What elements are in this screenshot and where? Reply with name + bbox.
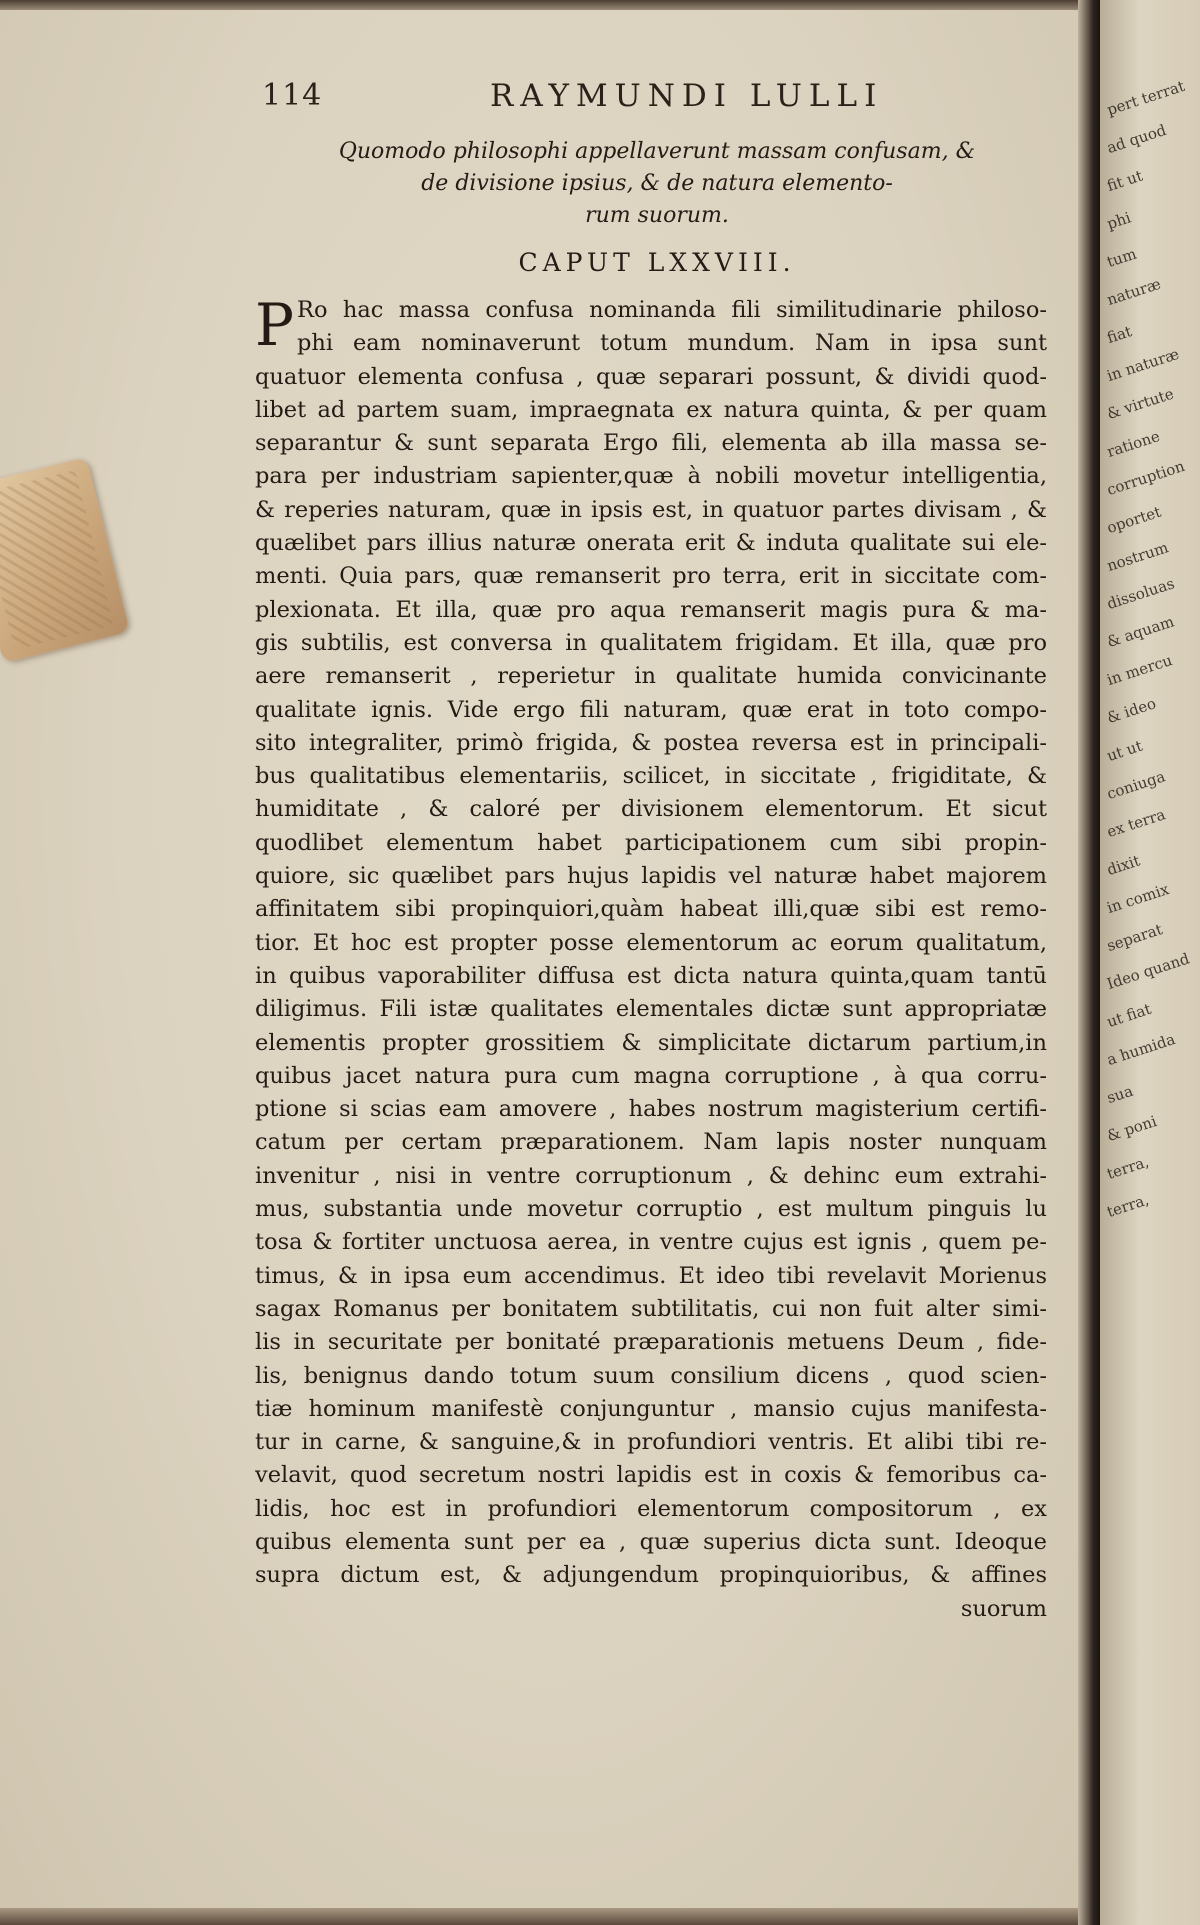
text-line: separantur & sunt separata Ergo fili, elementa ab illa massa se- [255,430,1047,457]
facing-page-fragment: naturæ [1104,274,1164,310]
text-line: invenitur , nisi in ventre corruptionum , & dehinc eum extrahi- [255,1162,1047,1189]
page-header [262,78,1042,118]
text-line: lidis, hoc est in profundiori elementorum compositorum , ex [255,1495,1047,1522]
text-line: quodlibet elementum habet participationem cum sibi propin- [255,829,1047,856]
facing-page-fragment: ratione [1104,427,1163,462]
facing-page-fragment: & aquam [1104,612,1177,652]
text-line: qualitate ignis. Vide ergo fili naturam, quæ erat in toto compo- [255,696,1047,723]
facing-page-fragment: pert terrat [1104,76,1187,120]
drop-cap: P [255,291,295,359]
text-line: tiæ hominum manifestè conjunguntur , mansio cujus manifesta- [255,1395,1047,1422]
text-line: tior. Et hoc est propter posse elementorum ac eorum qualitatum, [255,929,1047,956]
facing-page-fragment: fiat [1104,322,1134,348]
text-line: tur in carne, & sanguine,& in profundiori ventris. Et alibi tibi re- [255,1429,1047,1456]
text-line: elementis propter grossitiem & simplicitate dictarum partium,in [255,1029,1047,1056]
facing-page-fragment: & poni [1104,1112,1159,1146]
text-line: humiditate , & caloré per divisionem elementorum. Et sicut [255,796,1047,823]
text-line: quælibet pars illius naturæ onerata erit & induta qualitate sui ele- [255,530,1047,557]
subtitle-line: Quomodo philosophi appellaverunt massam confusam, & [338,139,976,164]
chapter-subtitle [262,136,1052,232]
text-line: mus, substantia unde movetur corruptio , est multum pinguis lu [255,1196,1047,1223]
text-line: menti. Quia pars, quæ remanserit pro terra, erit in siccitate com- [255,563,1047,590]
book-gutter [1078,0,1100,1925]
text-line: tosa & fortiter unctuosa aerea, in ventre cujus est ignis , quem pe- [255,1229,1047,1256]
text-line: supra dictum est, & adjungendum propinquioribus, & affines [255,1562,1047,1589]
text-line: quatuor elementa confusa , quæ separari possunt, & dividi quod- [255,363,1047,390]
facing-page-fragment: ut fiat [1104,999,1154,1032]
text-line: lis in securitate per bonitaté præparationis metuens Deum , fide- [255,1329,1047,1356]
text-line: phi eam nominaverunt totum mundum. Nam in ipsa sunt [297,330,1047,357]
text-line: sito integraliter, primò frigida, & postea reversa est in principali- [255,729,1047,756]
facing-page-fragment: & virtute [1104,384,1176,424]
facing-page-fragment: phi [1104,208,1134,234]
facing-page-fragment: dixit [1104,851,1143,880]
facing-page-fragment: Ideo quand [1104,949,1192,994]
folio-number: 114 [262,78,323,113]
text-line: diligimus. Fili istæ qualitates elementales dictæ sunt appropriatæ [255,996,1047,1023]
facing-page-fragment: tum [1104,244,1139,272]
facing-page-fragment: fit ut [1104,166,1145,196]
facing-page-fragment: corruption [1104,457,1187,500]
chapter-heading: CAPUT LXXVIII. [518,248,796,277]
text-line: in quibus vaporabiliter diffusa est dicta natura quinta,quam tantū [255,962,1047,989]
facing-page-edge [1100,0,1200,1925]
subtitle-line: de divisione ipsius, & de natura elemento- [421,171,893,196]
facing-page-fragment: sua [1104,1081,1136,1108]
catchword: suorum [960,1595,1047,1622]
facing-page-fragment: ut ut [1104,736,1145,766]
facing-page-fragment: a humida [1104,1030,1178,1070]
facing-page-fragment: coniuga [1104,767,1168,804]
text-line: sagax Romanus per bonitatem subtilitatis, cui non fuit alter simi- [255,1295,1047,1322]
paper-tab-decoration [0,457,130,663]
facing-page-fragment: & ideo [1104,694,1159,728]
text-line: affinitatem sibi propinquiori,quàm habeat illi,quæ sibi est remo- [255,896,1047,923]
facing-page-fragment: dissoluas [1104,574,1177,614]
text-line: quibus jacet natura pura cum magna corruptione , à qua corru- [255,1062,1047,1089]
subtitle-line: rum suorum. [585,203,729,228]
facing-page-fragment: ex terra [1104,805,1168,842]
page-bottom-edge [0,1908,1092,1925]
text-line: para per industriam sapienter,quæ à nobili movetur intelligentia, [255,463,1047,490]
text-line: & reperies naturam, quæ in ipsis est, in quatuor partes divisam , & [255,496,1047,523]
facing-page-fragment: terra, [1104,1190,1152,1222]
facing-page-fragment: nostrum [1104,538,1171,576]
text-line: velavit, quod secretum nostri lapidis est in coxis & femoribus ca- [255,1462,1047,1489]
text-line: aere remanserit , reperietur in qualitate humida convicinante [255,663,1047,690]
body-text [255,291,1047,1626]
page-top-edge [0,0,1092,10]
facing-page-fragment: in naturæ [1104,344,1182,386]
text-line: timus, & in ipsa eum accendimus. Et ideo tibi revelavit Morienus [255,1262,1047,1289]
text-line: quiore, sic quælibet pars hujus lapidis vel naturæ habet majorem [255,863,1047,890]
text-line: Ro hac massa confusa nominanda fili similitudinarie philoso- [297,297,1047,323]
facing-page-fragment: in mercu [1104,651,1175,690]
facing-page-fragment: in comix [1104,880,1172,918]
facing-page-fragment: terra, [1104,1152,1152,1184]
facing-page-fragment: oportet [1104,502,1164,538]
text-line: libet ad partem suam, impraegnata ex natura quinta, & per quam [255,396,1047,423]
text-line: lis, benignus dando totum suum consilium dicens , quod scien- [255,1362,1047,1389]
text-line: bus qualitatibus elementariis, scilicet, in siccitate , frigiditate, & [255,763,1047,790]
running-title: RAYMUNDI LULLI [490,78,884,114]
facing-page-fragment: ad quod [1104,120,1169,158]
facing-page-fragment: separat [1104,920,1165,956]
text-line: quibus elementa sunt per ea , quæ superius dicta sunt. Ideoque [255,1528,1047,1555]
text-line: catum per certam præparationem. Nam lapis noster nunquam [255,1129,1047,1156]
text-line: ptione si scias eam amovere , habes nostrum magisterium certifi- [255,1096,1047,1123]
text-line: plexionata. Et illa, quæ pro aqua remanserit magis pura & ma- [255,596,1047,623]
text-line: gis subtilis, est conversa in qualitatem frigidam. Et illa, quæ pro [255,629,1047,656]
